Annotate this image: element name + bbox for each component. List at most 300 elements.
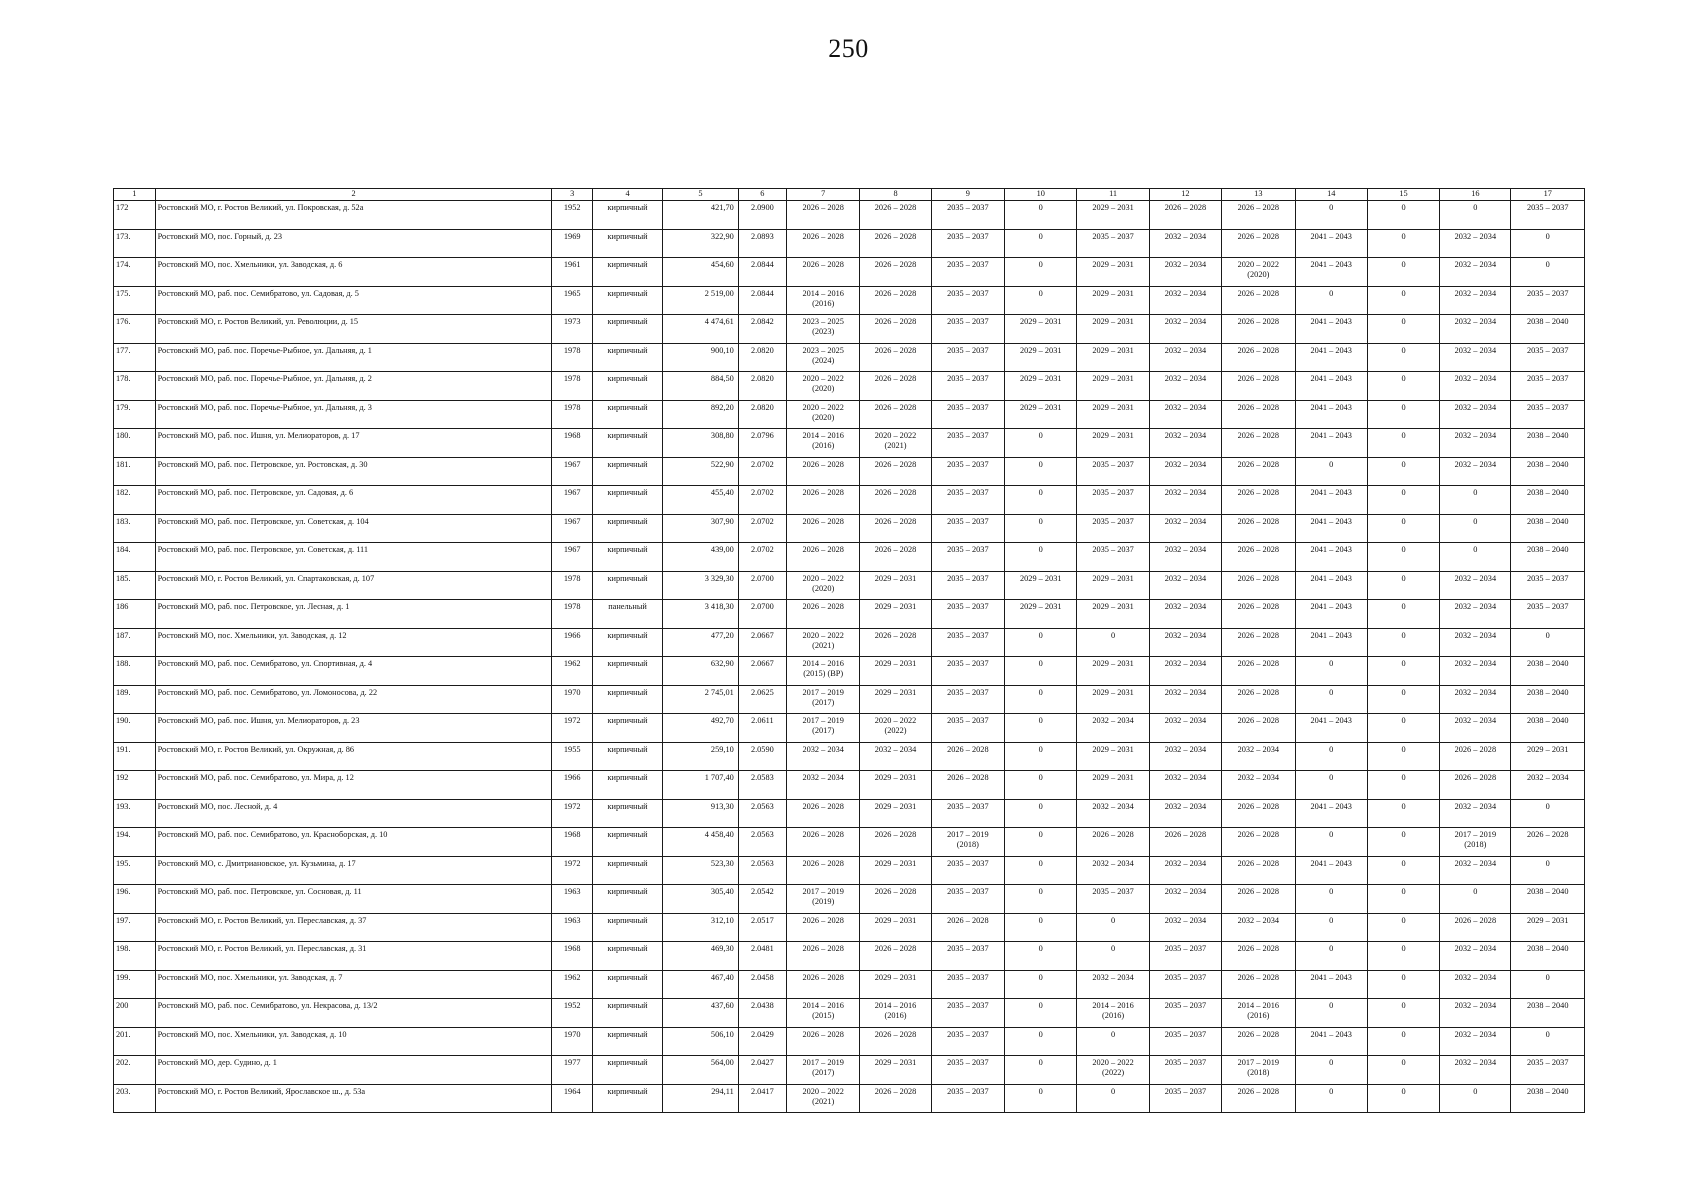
- table-row: [114, 201, 1585, 230]
- table-cell-col-7: 2026 – 2028: [786, 514, 859, 543]
- table-cell-col-8: 2026 – 2028: [860, 315, 931, 344]
- table-cell-col-6: 2.0438: [738, 999, 786, 1028]
- table-cell-col-10: 0: [1005, 286, 1077, 315]
- table-cell-col-16: 2032 – 2034: [1440, 429, 1511, 458]
- table-cell-col-15: 0: [1367, 1084, 1439, 1113]
- table-cell-col-4: кирпичный: [592, 942, 662, 971]
- table-cell-col-14: 0: [1295, 1084, 1367, 1113]
- table-cell-col-10: 0: [1005, 799, 1077, 828]
- table-cell-col-13: 2026 – 2028: [1222, 714, 1295, 743]
- table-cell-col-11: 2029 – 2031: [1077, 771, 1149, 800]
- table-cell-col-2: Ростовский МО, раб. пос. Ишня, ул. Мелиораторов, д. 17: [155, 429, 552, 458]
- table-cell-col-2: Ростовский МО, г. Ростов Великий, ул. Революции, д. 15: [155, 315, 552, 344]
- table-cell-col-12: 2032 – 2034: [1149, 514, 1221, 543]
- column-header-6: 6: [738, 189, 786, 201]
- table-cell-col-11: 2029 – 2031: [1077, 315, 1149, 344]
- table-cell-col-14: 0: [1295, 201, 1367, 230]
- cell-note: (2021): [812, 640, 835, 650]
- table-cell-col-16: 2032 – 2034: [1440, 799, 1511, 828]
- table-cell-col-15: 0: [1367, 1056, 1439, 1085]
- table-row: [114, 856, 1585, 885]
- table-cell-col-9: 2035 – 2037: [931, 571, 1004, 600]
- table-cell-col-4: кирпичный: [592, 714, 662, 743]
- table-cell-col-15: 0: [1367, 201, 1439, 230]
- table-cell-col-4: кирпичный: [592, 1027, 662, 1056]
- table-cell-col-15: 0: [1367, 799, 1439, 828]
- table-cell-col-3: 1972: [552, 856, 593, 885]
- table-cell-col-14: 2041 – 2043: [1295, 543, 1367, 572]
- table-cell-col-13: 2032 – 2034: [1222, 742, 1295, 771]
- table-cell-col-13: 2026 – 2028: [1222, 970, 1295, 999]
- table-cell-col-10: 0: [1005, 942, 1077, 971]
- table-cell-col-10: 2029 – 2031: [1005, 343, 1077, 372]
- table-row: [114, 628, 1585, 657]
- table-cell-col-9: 2035 – 2037: [931, 628, 1004, 657]
- table-cell-col-9: 2035 – 2037: [931, 1027, 1004, 1056]
- cell-note: (2020): [812, 412, 835, 422]
- table-cell-col-3: 1966: [552, 771, 593, 800]
- cell-note: (2018): [1247, 1068, 1270, 1077]
- table-cell-col-8: 2026 – 2028: [860, 514, 931, 543]
- table-cell-col-3: 1963: [552, 913, 593, 942]
- table-cell-col-17: 2035 – 2037: [1511, 201, 1585, 230]
- table-cell-col-2: Ростовский МО, г. Ростов Великий, ул. Спартаковская, д. 107: [155, 571, 552, 600]
- column-header-3: 3: [552, 189, 593, 201]
- table-cell-col-6: 2.0458: [738, 970, 786, 999]
- table-cell-col-6: 2.0667: [738, 657, 786, 686]
- table-cell-col-2: Ростовский МО, раб. пос. Семибратово, ул. Ломоносова, д. 22: [155, 685, 552, 714]
- cell-note: (2015): [812, 1011, 835, 1020]
- table-row: [114, 999, 1585, 1028]
- table-cell-col-12: 2032 – 2034: [1149, 543, 1221, 572]
- table-row: [114, 942, 1585, 971]
- table-cell-col-11: 2029 – 2031: [1077, 657, 1149, 686]
- table-cell-col-13: 2017 – 2019 (2018): [1222, 1056, 1295, 1085]
- table-cell-col-12: 2032 – 2034: [1149, 258, 1221, 287]
- table-cell-col-15: 0: [1367, 457, 1439, 486]
- table-cell-col-17: 2038 – 2040: [1511, 543, 1585, 572]
- table-cell-col-7: 2020 – 2022 (2020): [786, 400, 859, 429]
- table-cell-col-4: кирпичный: [592, 372, 662, 401]
- table-cell-col-1: 185.: [114, 571, 156, 600]
- table-cell-col-2: Ростовский МО, раб. пос. Семибратово, ул. Некрасова, д. 13/2: [155, 999, 552, 1028]
- table-cell-col-11: 2032 – 2034: [1077, 856, 1149, 885]
- table-cell-col-2: Ростовский МО, раб. пос. Поречье-Рыбное, ул. Дальняя, д. 1: [155, 343, 552, 372]
- table-cell-col-14: 2041 – 2043: [1295, 258, 1367, 287]
- table-cell-col-15: 0: [1367, 600, 1439, 629]
- table-cell-col-3: 1968: [552, 828, 593, 857]
- table-cell-col-17: 2035 – 2037: [1511, 571, 1585, 600]
- table-cell-col-12: 2032 – 2034: [1149, 286, 1221, 315]
- table-cell-col-14: 2041 – 2043: [1295, 571, 1367, 600]
- table-cell-col-15: 0: [1367, 771, 1439, 800]
- table-cell-col-16: 0: [1440, 201, 1511, 230]
- table-cell-col-13: 2020 – 2022 (2020): [1222, 258, 1295, 287]
- table-cell-col-13: 2026 – 2028: [1222, 600, 1295, 629]
- table-cell-col-3: 1978: [552, 571, 593, 600]
- table-cell-col-14: 2041 – 2043: [1295, 856, 1367, 885]
- table-cell-col-1: 194.: [114, 828, 156, 857]
- table-cell-col-14: 2041 – 2043: [1295, 343, 1367, 372]
- table-cell-col-12: 2032 – 2034: [1149, 229, 1221, 258]
- table-cell-col-12: 2032 – 2034: [1149, 685, 1221, 714]
- table-cell-col-16: 0: [1440, 543, 1511, 572]
- table-cell-col-7: 2026 – 2028: [786, 913, 859, 942]
- table-cell-col-2: Ростовский МО, раб. пос. Петровское, ул. Ростовская, д. 30: [155, 457, 552, 486]
- table-cell-col-6: 2.0611: [738, 714, 786, 743]
- table-cell-col-9: 2035 – 2037: [931, 970, 1004, 999]
- table-cell-col-6: 2.0427: [738, 1056, 786, 1085]
- cell-note: (2022): [884, 726, 907, 735]
- cell-note: (2023): [812, 327, 835, 336]
- table-cell-col-5: 322,90: [663, 229, 739, 258]
- table-row: [114, 315, 1585, 344]
- table-cell-col-17: 2038 – 2040: [1511, 657, 1585, 686]
- cell-note: (2020): [812, 384, 835, 393]
- table-cell-col-8: 2029 – 2031: [860, 600, 931, 629]
- table-cell-col-5: 3 329,30: [663, 571, 739, 600]
- table-cell-col-4: кирпичный: [592, 913, 662, 942]
- table-cell-col-10: 0: [1005, 856, 1077, 885]
- table-cell-col-6: 2.0820: [738, 400, 786, 429]
- table-row: [114, 258, 1585, 287]
- table-cell-col-9: 2035 – 2037: [931, 429, 1004, 458]
- table-cell-col-6: 2.0583: [738, 771, 786, 800]
- table-cell-col-5: 305,40: [663, 885, 739, 914]
- table-cell-col-1: 174.: [114, 258, 156, 287]
- table-cell-col-11: 2029 – 2031: [1077, 343, 1149, 372]
- table-row: [114, 600, 1585, 629]
- table-cell-col-8: 2029 – 2031: [860, 799, 931, 828]
- table-cell-col-2: Ростовский МО, раб. пос. Петровское, ул. Сосновая, д. 11: [155, 885, 552, 914]
- table-cell-col-4: кирпичный: [592, 856, 662, 885]
- column-header-9: 9: [931, 189, 1004, 201]
- table-cell-col-12: 2032 – 2034: [1149, 429, 1221, 458]
- table-row: [114, 343, 1585, 372]
- table-cell-col-7: 2020 – 2022 (2020): [786, 571, 859, 600]
- table-cell-col-9: 2035 – 2037: [931, 343, 1004, 372]
- table-cell-col-13: 2026 – 2028: [1222, 799, 1295, 828]
- table-cell-col-11: 2035 – 2037: [1077, 885, 1149, 914]
- table-cell-col-5: 523,30: [663, 856, 739, 885]
- table-cell-col-5: 522,90: [663, 457, 739, 486]
- table-cell-col-5: 455,40: [663, 486, 739, 515]
- table-cell-col-2: Ростовский МО, пос. Хмельники, ул. Заводская, д. 12: [155, 628, 552, 657]
- table-cell-col-6: 2.0844: [738, 286, 786, 315]
- table-cell-col-8: 2026 – 2028: [860, 286, 931, 315]
- table-cell-col-17: 2032 – 2034: [1511, 771, 1585, 800]
- table-cell-col-17: 2038 – 2040: [1511, 999, 1585, 1028]
- cell-note: (2021): [884, 441, 907, 450]
- table-cell-col-4: кирпичный: [592, 771, 662, 800]
- table-cell-col-9: 2035 – 2037: [931, 714, 1004, 743]
- table-cell-col-1: 182.: [114, 486, 156, 515]
- table-cell-col-4: кирпичный: [592, 1056, 662, 1085]
- table-cell-col-8: 2029 – 2031: [860, 657, 931, 686]
- table-cell-col-11: 2026 – 2028: [1077, 828, 1149, 857]
- table-cell-col-16: 0: [1440, 1084, 1511, 1113]
- table-cell-col-3: 1955: [552, 742, 593, 771]
- table-cell-col-8: 2029 – 2031: [860, 856, 931, 885]
- table-cell-col-7: 2026 – 2028: [786, 942, 859, 971]
- table-cell-col-10: 0: [1005, 657, 1077, 686]
- table-cell-col-8: 2020 – 2022 (2021): [860, 429, 931, 458]
- table-cell-col-14: 2041 – 2043: [1295, 486, 1367, 515]
- table-cell-col-2: Ростовский МО, г. Ростов Великий, ул. Покровская, д. 52а: [155, 201, 552, 230]
- table-cell-col-16: 2032 – 2034: [1440, 372, 1511, 401]
- table-cell-col-11: 2032 – 2034: [1077, 714, 1149, 743]
- table-cell-col-1: 186: [114, 600, 156, 629]
- table-cell-col-4: кирпичный: [592, 514, 662, 543]
- table-cell-col-13: 2032 – 2034: [1222, 913, 1295, 942]
- table-cell-col-1: 172: [114, 201, 156, 230]
- table-cell-col-8: 2026 – 2028: [860, 343, 931, 372]
- table-cell-col-7: 2023 – 2025 (2024): [786, 343, 859, 372]
- table-row: [114, 571, 1585, 600]
- table-cell-col-3: 1972: [552, 714, 593, 743]
- column-header-10: 10: [1005, 189, 1077, 201]
- table-cell-col-11: 2029 – 2031: [1077, 372, 1149, 401]
- table-cell-col-10: 0: [1005, 885, 1077, 914]
- table-cell-col-1: 173.: [114, 229, 156, 258]
- table-cell-col-14: 2041 – 2043: [1295, 315, 1367, 344]
- table-cell-col-6: 2.0625: [738, 685, 786, 714]
- table-cell-col-17: 2029 – 2031: [1511, 913, 1585, 942]
- table-cell-col-3: 1970: [552, 685, 593, 714]
- table-cell-col-9: 2035 – 2037: [931, 885, 1004, 914]
- table-cell-col-17: 2038 – 2040: [1511, 942, 1585, 971]
- table-cell-col-10: 2029 – 2031: [1005, 600, 1077, 629]
- table-cell-col-16: 2032 – 2034: [1440, 258, 1511, 287]
- table-cell-col-14: 2041 – 2043: [1295, 714, 1367, 743]
- table-cell-col-8: 2026 – 2028: [860, 400, 931, 429]
- table-cell-col-8: 2026 – 2028: [860, 1084, 931, 1113]
- table-cell-col-15: 0: [1367, 685, 1439, 714]
- cell-note: (2018): [1464, 840, 1487, 849]
- table-cell-col-6: 2.0700: [738, 571, 786, 600]
- table-cell-col-8: 2026 – 2028: [860, 1027, 931, 1056]
- cell-note: (2015) (ВР): [803, 669, 844, 678]
- table-cell-col-9: 2035 – 2037: [931, 514, 1004, 543]
- table-cell-col-1: 188.: [114, 657, 156, 686]
- table-cell-col-13: 2026 – 2028: [1222, 885, 1295, 914]
- table-cell-col-11: 2035 – 2037: [1077, 543, 1149, 572]
- table-cell-col-8: 2014 – 2016 (2016): [860, 999, 931, 1028]
- table-cell-col-2: Ростовский МО, раб. пос. Петровское, ул. Садовая, д. 6: [155, 486, 552, 515]
- table-cell-col-2: Ростовский МО, г. Ростов Великий, ул. Переславская, д. 37: [155, 913, 552, 942]
- table-cell-col-14: 0: [1295, 771, 1367, 800]
- table-cell-col-9: 2035 – 2037: [931, 258, 1004, 287]
- table-cell-col-8: 2026 – 2028: [860, 942, 931, 971]
- table-cell-col-10: 0: [1005, 828, 1077, 857]
- table-cell-col-7: 2026 – 2028: [786, 828, 859, 857]
- table-cell-col-11: 2029 – 2031: [1077, 201, 1149, 230]
- table-cell-col-17: 0: [1511, 1027, 1585, 1056]
- table-cell-col-16: 2032 – 2034: [1440, 600, 1511, 629]
- table-row: [114, 970, 1585, 999]
- table-row: [114, 742, 1585, 771]
- table-row: [114, 543, 1585, 572]
- table-cell-col-7: 2020 – 2022 (2020): [786, 372, 859, 401]
- table-row: [114, 913, 1585, 942]
- table-cell-col-10: 2029 – 2031: [1005, 315, 1077, 344]
- table-cell-col-12: 2032 – 2034: [1149, 742, 1221, 771]
- table-cell-col-2: Ростовский МО, раб. пос. Семибратово, ул. Мира, д. 12: [155, 771, 552, 800]
- table-cell-col-12: 2032 – 2034: [1149, 486, 1221, 515]
- table-cell-col-17: 0: [1511, 628, 1585, 657]
- table-cell-col-4: кирпичный: [592, 343, 662, 372]
- table-cell-col-10: 0: [1005, 970, 1077, 999]
- table-cell-col-14: 0: [1295, 942, 1367, 971]
- table-cell-col-10: 2029 – 2031: [1005, 372, 1077, 401]
- table-cell-col-6: 2.0702: [738, 543, 786, 572]
- table-cell-col-9: 2017 – 2019 (2018): [931, 828, 1004, 857]
- table-cell-col-3: 1952: [552, 999, 593, 1028]
- column-header-17: 17: [1511, 189, 1585, 201]
- table-cell-col-6: 2.0542: [738, 885, 786, 914]
- table-cell-col-3: 1972: [552, 799, 593, 828]
- table-cell-col-1: 179.: [114, 400, 156, 429]
- table-cell-col-6: 2.0893: [738, 229, 786, 258]
- table-cell-col-16: 2032 – 2034: [1440, 714, 1511, 743]
- table-cell-col-2: Ростовский МО, с. Дмитриановское, ул. Кузьмина, д. 17: [155, 856, 552, 885]
- table-cell-col-17: 2035 – 2037: [1511, 372, 1585, 401]
- table-cell-col-14: 0: [1295, 457, 1367, 486]
- table-cell-col-8: 2026 – 2028: [860, 372, 931, 401]
- housing-repair-table: [113, 188, 1585, 1113]
- table-cell-col-14: 0: [1295, 286, 1367, 315]
- table-cell-col-11: 2035 – 2037: [1077, 229, 1149, 258]
- table-cell-col-5: 421,70: [663, 201, 739, 230]
- table-cell-col-9: 2035 – 2037: [931, 1056, 1004, 1085]
- table-cell-col-4: кирпичный: [592, 429, 662, 458]
- table-cell-col-6: 2.0820: [738, 372, 786, 401]
- table-cell-col-16: 2032 – 2034: [1440, 942, 1511, 971]
- table-cell-col-7: 2026 – 2028: [786, 229, 859, 258]
- table-cell-col-17: 2026 – 2028: [1511, 828, 1585, 857]
- table-cell-col-9: 2026 – 2028: [931, 913, 1004, 942]
- table-cell-col-9: 2035 – 2037: [931, 1084, 1004, 1113]
- table-cell-col-14: 2041 – 2043: [1295, 229, 1367, 258]
- table-cell-col-10: 0: [1005, 486, 1077, 515]
- cell-note: (2016): [1102, 1011, 1125, 1020]
- table-cell-col-17: 2035 – 2037: [1511, 600, 1585, 629]
- table-cell-col-13: 2026 – 2028: [1222, 856, 1295, 885]
- cell-note: (2022): [1102, 1068, 1125, 1077]
- table-cell-col-12: 2032 – 2034: [1149, 600, 1221, 629]
- table-row: [114, 486, 1585, 515]
- table-cell-col-6: 2.0429: [738, 1027, 786, 1056]
- table-cell-col-11: 2032 – 2034: [1077, 970, 1149, 999]
- table-cell-col-14: 2041 – 2043: [1295, 514, 1367, 543]
- table-cell-col-5: 454,60: [663, 258, 739, 287]
- table-cell-col-7: 2014 – 2016 (2015) (ВР): [786, 657, 859, 686]
- table-cell-col-12: 2035 – 2037: [1149, 1084, 1221, 1113]
- table-cell-col-6: 2.0667: [738, 628, 786, 657]
- table-cell-col-15: 0: [1367, 828, 1439, 857]
- table-cell-col-14: 0: [1295, 999, 1367, 1028]
- table-cell-col-15: 0: [1367, 543, 1439, 572]
- table-cell-col-9: 2035 – 2037: [931, 942, 1004, 971]
- table-cell-col-2: Ростовский МО, раб. пос. Ишня, ул. Мелиораторов, д. 23: [155, 714, 552, 743]
- table-cell-col-8: 2026 – 2028: [860, 201, 931, 230]
- table-cell-col-8: 2026 – 2028: [860, 885, 931, 914]
- table-cell-col-14: 0: [1295, 913, 1367, 942]
- table-row: [114, 657, 1585, 686]
- table-cell-col-9: 2035 – 2037: [931, 657, 1004, 686]
- cell-note: (2016): [812, 441, 835, 450]
- table-cell-col-17: 2038 – 2040: [1511, 1084, 1585, 1113]
- table-cell-col-6: 2.0700: [738, 600, 786, 629]
- table-cell-col-8: 2026 – 2028: [860, 628, 931, 657]
- table-cell-col-17: 0: [1511, 799, 1585, 828]
- cell-note: (2020): [1247, 270, 1270, 279]
- table-cell-col-7: 2026 – 2028: [786, 201, 859, 230]
- table-cell-col-6: 2.0590: [738, 742, 786, 771]
- table-cell-col-17: 2038 – 2040: [1511, 486, 1585, 515]
- table-cell-col-4: кирпичный: [592, 1084, 662, 1113]
- table-cell-col-4: кирпичный: [592, 571, 662, 600]
- table-cell-col-15: 0: [1367, 657, 1439, 686]
- table-cell-col-5: 900,10: [663, 343, 739, 372]
- table-cell-col-14: 0: [1295, 1056, 1367, 1085]
- table-cell-col-4: кирпичный: [592, 229, 662, 258]
- table-cell-col-7: 2026 – 2028: [786, 600, 859, 629]
- table-cell-col-5: 307,90: [663, 514, 739, 543]
- table-cell-col-14: 2041 – 2043: [1295, 372, 1367, 401]
- table-cell-col-7: 2026 – 2028: [786, 258, 859, 287]
- table-cell-col-5: 632,90: [663, 657, 739, 686]
- table-cell-col-3: 1967: [552, 486, 593, 515]
- table-cell-col-4: кирпичный: [592, 286, 662, 315]
- table-cell-col-12: 2035 – 2037: [1149, 999, 1221, 1028]
- table-cell-col-16: 0: [1440, 486, 1511, 515]
- table-cell-col-1: 187.: [114, 628, 156, 657]
- table-cell-col-3: 1978: [552, 343, 593, 372]
- table-cell-col-14: 0: [1295, 742, 1367, 771]
- table-cell-col-4: кирпичный: [592, 742, 662, 771]
- table-cell-col-5: 477,20: [663, 628, 739, 657]
- table-cell-col-1: 198.: [114, 942, 156, 971]
- table-row: [114, 400, 1585, 429]
- table-cell-col-2: Ростовский МО, раб. пос. Поречье-Рыбное, ул. Дальняя, д. 3: [155, 400, 552, 429]
- table-cell-col-7: 2014 – 2016 (2015): [786, 999, 859, 1028]
- table-cell-col-16: 2032 – 2034: [1440, 657, 1511, 686]
- table-cell-col-1: 175.: [114, 286, 156, 315]
- table-cell-col-15: 0: [1367, 400, 1439, 429]
- table-cell-col-15: 0: [1367, 286, 1439, 315]
- table-row: [114, 828, 1585, 857]
- column-header-2: 2: [155, 189, 552, 201]
- table-cell-col-17: 2035 – 2037: [1511, 1056, 1585, 1085]
- table-row: [114, 429, 1585, 458]
- table-cell-col-2: Ростовский МО, пос. Хмельники, ул. Заводская, д. 6: [155, 258, 552, 287]
- table-cell-col-10: 0: [1005, 742, 1077, 771]
- table-cell-col-16: 2032 – 2034: [1440, 457, 1511, 486]
- table-cell-col-12: 2026 – 2028: [1149, 828, 1221, 857]
- table-cell-col-15: 0: [1367, 343, 1439, 372]
- table-cell-col-7: 2017 – 2019 (2017): [786, 1056, 859, 1085]
- table-cell-col-4: кирпичный: [592, 400, 662, 429]
- table-cell-col-11: 0: [1077, 942, 1149, 971]
- table-cell-col-3: 1977: [552, 1056, 593, 1085]
- table-cell-col-9: 2035 – 2037: [931, 999, 1004, 1028]
- table-row: [114, 799, 1585, 828]
- table-cell-col-4: кирпичный: [592, 486, 662, 515]
- table-cell-col-13: 2026 – 2028: [1222, 315, 1295, 344]
- table-cell-col-9: 2035 – 2037: [931, 685, 1004, 714]
- table-cell-col-10: 0: [1005, 429, 1077, 458]
